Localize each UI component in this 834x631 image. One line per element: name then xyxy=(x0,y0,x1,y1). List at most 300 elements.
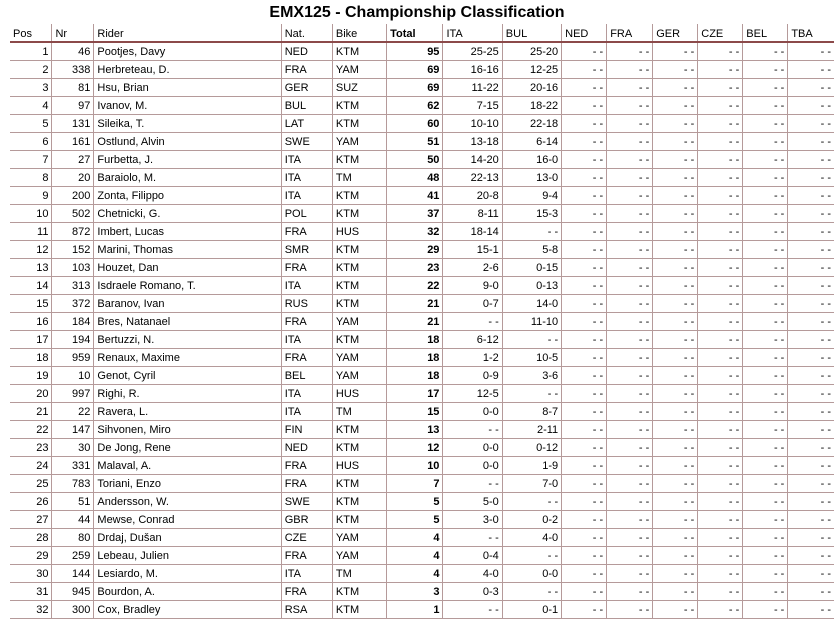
cell-bike: KTM xyxy=(332,205,386,223)
cell-nr: 97 xyxy=(52,97,94,115)
cell-total: 60 xyxy=(387,115,443,133)
table-row xyxy=(10,241,834,259)
cell-rider: Marini, Thomas xyxy=(94,241,281,259)
cell-rider: Andersson, W. xyxy=(94,493,281,511)
cell-nat: FRA xyxy=(281,61,332,79)
cell-bel: - - xyxy=(743,547,788,565)
table-row xyxy=(10,259,834,277)
cell-rider: Drdaj, Dušan xyxy=(94,529,281,547)
cell-ger: - - xyxy=(653,223,698,241)
cell-ger: - - xyxy=(653,331,698,349)
cell-total: 50 xyxy=(387,151,443,169)
cell-bike: KTM xyxy=(332,295,386,313)
table-row xyxy=(10,493,834,511)
cell-total: 32 xyxy=(387,223,443,241)
cell-bel: - - xyxy=(743,529,788,547)
cell-ita: 25-25 xyxy=(443,42,502,61)
cell-pos: 29 xyxy=(10,547,52,565)
col-header-rider: Rider xyxy=(94,24,281,42)
cell-nr: 144 xyxy=(52,565,94,583)
cell-rider: Mewse, Conrad xyxy=(94,511,281,529)
cell-ger: - - xyxy=(653,61,698,79)
header-row xyxy=(10,24,834,42)
cell-bike: KTM xyxy=(332,42,386,61)
table-row xyxy=(10,529,834,547)
cell-pos: 12 xyxy=(10,241,52,259)
cell-ger: - - xyxy=(653,295,698,313)
cell-total: 21 xyxy=(387,313,443,331)
cell-bel: - - xyxy=(743,223,788,241)
cell-ned: - - xyxy=(562,367,607,385)
cell-nr: 10 xyxy=(52,367,94,385)
cell-bel: - - xyxy=(743,367,788,385)
cell-cze: - - xyxy=(698,367,743,385)
cell-bul: 18-22 xyxy=(502,97,561,115)
cell-tba: - - xyxy=(788,331,834,349)
cell-rider: Genot, Cyril xyxy=(94,367,281,385)
cell-ger: - - xyxy=(653,601,698,619)
cell-total: 10 xyxy=(387,457,443,475)
cell-bul: 10-5 xyxy=(502,349,561,367)
cell-total: 4 xyxy=(387,565,443,583)
cell-rider: Bres, Natanael xyxy=(94,313,281,331)
cell-nat: RSA xyxy=(281,601,332,619)
cell-ger: - - xyxy=(653,565,698,583)
cell-total: 5 xyxy=(387,511,443,529)
cell-cze: - - xyxy=(698,601,743,619)
cell-nr: 502 xyxy=(52,205,94,223)
cell-nat: ITA xyxy=(281,151,332,169)
cell-ita: 14-20 xyxy=(443,151,502,169)
cell-nr: 161 xyxy=(52,133,94,151)
cell-nat: ITA xyxy=(281,331,332,349)
cell-rider: Malaval, A. xyxy=(94,457,281,475)
cell-nat: FRA xyxy=(281,583,332,601)
cell-total: 3 xyxy=(387,583,443,601)
cell-tba: - - xyxy=(788,42,834,61)
cell-total: 69 xyxy=(387,61,443,79)
cell-ita: - - xyxy=(443,475,502,493)
cell-ned: - - xyxy=(562,115,607,133)
cell-bel: - - xyxy=(743,259,788,277)
cell-rider: Cox, Bradley xyxy=(94,601,281,619)
cell-nat: FIN xyxy=(281,421,332,439)
cell-ita: 10-10 xyxy=(443,115,502,133)
cell-bul: 5-8 xyxy=(502,241,561,259)
cell-cze: - - xyxy=(698,133,743,151)
cell-total: 13 xyxy=(387,421,443,439)
cell-bul: 0-15 xyxy=(502,259,561,277)
cell-nr: 194 xyxy=(52,331,94,349)
cell-tba: - - xyxy=(788,115,834,133)
col-header-total: Total xyxy=(387,24,443,42)
cell-fra: - - xyxy=(607,565,653,583)
table-row xyxy=(10,331,834,349)
cell-bike: HUS xyxy=(332,223,386,241)
table-row xyxy=(10,79,834,97)
cell-bel: - - xyxy=(743,565,788,583)
cell-nr: 80 xyxy=(52,529,94,547)
cell-cze: - - xyxy=(698,421,743,439)
cell-ned: - - xyxy=(562,493,607,511)
cell-ger: - - xyxy=(653,277,698,295)
cell-ned: - - xyxy=(562,601,607,619)
cell-bul: - - xyxy=(502,223,561,241)
cell-bel: - - xyxy=(743,385,788,403)
cell-pos: 8 xyxy=(10,169,52,187)
table-row xyxy=(10,277,834,295)
cell-bike: YAM xyxy=(332,313,386,331)
cell-tba: - - xyxy=(788,241,834,259)
cell-rider: Ravera, L. xyxy=(94,403,281,421)
cell-rider: Pootjes, Davy xyxy=(94,42,281,61)
cell-ger: - - xyxy=(653,421,698,439)
cell-ita: 0-0 xyxy=(443,457,502,475)
cell-bike: YAM xyxy=(332,529,386,547)
cell-nr: 945 xyxy=(52,583,94,601)
cell-fra: - - xyxy=(607,79,653,97)
cell-rider: De Jong, Rene xyxy=(94,439,281,457)
col-header-ita: ITA xyxy=(443,24,502,42)
cell-tba: - - xyxy=(788,565,834,583)
cell-bel: - - xyxy=(743,313,788,331)
table-row xyxy=(10,169,834,187)
cell-total: 5 xyxy=(387,493,443,511)
cell-pos: 5 xyxy=(10,115,52,133)
cell-pos: 32 xyxy=(10,601,52,619)
cell-ned: - - xyxy=(562,169,607,187)
cell-ned: - - xyxy=(562,205,607,223)
cell-ger: - - xyxy=(653,385,698,403)
cell-ger: - - xyxy=(653,151,698,169)
table-row xyxy=(10,223,834,241)
table-row xyxy=(10,205,834,223)
cell-bel: - - xyxy=(743,475,788,493)
cell-nr: 997 xyxy=(52,385,94,403)
cell-rider: Isdraele Romano, T. xyxy=(94,277,281,295)
cell-tba: - - xyxy=(788,421,834,439)
cell-fra: - - xyxy=(607,421,653,439)
cell-bul: - - xyxy=(502,547,561,565)
cell-tba: - - xyxy=(788,511,834,529)
cell-ita: 0-4 xyxy=(443,547,502,565)
cell-total: 1 xyxy=(387,601,443,619)
cell-ned: - - xyxy=(562,79,607,97)
cell-nat: GBR xyxy=(281,511,332,529)
cell-fra: - - xyxy=(607,169,653,187)
cell-nat: ITA xyxy=(281,187,332,205)
cell-ita: 6-12 xyxy=(443,331,502,349)
cell-ita: 18-14 xyxy=(443,223,502,241)
cell-tba: - - xyxy=(788,547,834,565)
cell-total: 18 xyxy=(387,367,443,385)
cell-bul: 22-18 xyxy=(502,115,561,133)
cell-ger: - - xyxy=(653,97,698,115)
cell-fra: - - xyxy=(607,385,653,403)
cell-tba: - - xyxy=(788,277,834,295)
cell-bul: 4-0 xyxy=(502,529,561,547)
table-row xyxy=(10,475,834,493)
cell-ned: - - xyxy=(562,277,607,295)
cell-ger: - - xyxy=(653,583,698,601)
table-row xyxy=(10,61,834,79)
cell-bul: - - xyxy=(502,385,561,403)
cell-fra: - - xyxy=(607,187,653,205)
cell-ita: - - xyxy=(443,313,502,331)
cell-ned: - - xyxy=(562,223,607,241)
cell-ita: 16-16 xyxy=(443,61,502,79)
cell-pos: 25 xyxy=(10,475,52,493)
cell-bul: 16-0 xyxy=(502,151,561,169)
cell-bel: - - xyxy=(743,187,788,205)
cell-nat: NED xyxy=(281,439,332,457)
cell-pos: 26 xyxy=(10,493,52,511)
col-header-pos: Pos xyxy=(10,24,52,42)
cell-fra: - - xyxy=(607,601,653,619)
cell-fra: - - xyxy=(607,115,653,133)
cell-bike: TM xyxy=(332,403,386,421)
table-row xyxy=(10,601,834,619)
cell-cze: - - xyxy=(698,457,743,475)
cell-tba: - - xyxy=(788,61,834,79)
cell-nat: CZE xyxy=(281,529,332,547)
cell-total: 18 xyxy=(387,331,443,349)
cell-fra: - - xyxy=(607,403,653,421)
cell-cze: - - xyxy=(698,385,743,403)
col-header-bel: BEL xyxy=(743,24,788,42)
cell-cze: - - xyxy=(698,565,743,583)
cell-tba: - - xyxy=(788,601,834,619)
cell-bike: KTM xyxy=(332,493,386,511)
cell-rider: Ivanov, M. xyxy=(94,97,281,115)
cell-tba: - - xyxy=(788,205,834,223)
table-row xyxy=(10,457,834,475)
cell-fra: - - xyxy=(607,583,653,601)
cell-nr: 313 xyxy=(52,277,94,295)
cell-ita: 2-6 xyxy=(443,259,502,277)
cell-cze: - - xyxy=(698,259,743,277)
col-header-cze: CZE xyxy=(698,24,743,42)
cell-bul: 7-0 xyxy=(502,475,561,493)
cell-bel: - - xyxy=(743,349,788,367)
cell-ger: - - xyxy=(653,511,698,529)
cell-pos: 30 xyxy=(10,565,52,583)
cell-tba: - - xyxy=(788,259,834,277)
cell-bel: - - xyxy=(743,493,788,511)
cell-ita: 5-0 xyxy=(443,493,502,511)
table-row xyxy=(10,349,834,367)
cell-nat: SWE xyxy=(281,133,332,151)
cell-nr: 259 xyxy=(52,547,94,565)
cell-total: 7 xyxy=(387,475,443,493)
cell-total: 48 xyxy=(387,169,443,187)
cell-bike: KTM xyxy=(332,511,386,529)
cell-tba: - - xyxy=(788,457,834,475)
cell-nr: 152 xyxy=(52,241,94,259)
col-header-fra: FRA xyxy=(607,24,653,42)
cell-nat: SWE xyxy=(281,493,332,511)
cell-nat: ITA xyxy=(281,565,332,583)
cell-rider: Baranov, Ivan xyxy=(94,295,281,313)
cell-ned: - - xyxy=(562,151,607,169)
cell-total: 4 xyxy=(387,529,443,547)
cell-tba: - - xyxy=(788,313,834,331)
cell-rider: Furbetta, J. xyxy=(94,151,281,169)
cell-pos: 28 xyxy=(10,529,52,547)
cell-pos: 21 xyxy=(10,403,52,421)
cell-cze: - - xyxy=(698,475,743,493)
cell-ita: 13-18 xyxy=(443,133,502,151)
cell-cze: - - xyxy=(698,493,743,511)
cell-bul: 25-20 xyxy=(502,42,561,61)
cell-tba: - - xyxy=(788,583,834,601)
cell-cze: - - xyxy=(698,169,743,187)
cell-total: 29 xyxy=(387,241,443,259)
col-header-bike: Bike xyxy=(332,24,386,42)
col-header-tba: TBA xyxy=(788,24,834,42)
cell-ned: - - xyxy=(562,331,607,349)
cell-bike: KTM xyxy=(332,583,386,601)
cell-ned: - - xyxy=(562,61,607,79)
cell-ita: 8-11 xyxy=(443,205,502,223)
cell-pos: 20 xyxy=(10,385,52,403)
cell-ned: - - xyxy=(562,385,607,403)
cell-rider: Toriani, Enzo xyxy=(94,475,281,493)
cell-cze: - - xyxy=(698,349,743,367)
cell-fra: - - xyxy=(607,61,653,79)
cell-bike: KTM xyxy=(332,475,386,493)
cell-ger: - - xyxy=(653,169,698,187)
cell-tba: - - xyxy=(788,403,834,421)
col-header-nat: Nat. xyxy=(281,24,332,42)
cell-pos: 27 xyxy=(10,511,52,529)
cell-tba: - - xyxy=(788,133,834,151)
cell-tba: - - xyxy=(788,169,834,187)
cell-ita: 12-5 xyxy=(443,385,502,403)
cell-fra: - - xyxy=(607,547,653,565)
cell-nr: 103 xyxy=(52,259,94,277)
cell-bike: YAM xyxy=(332,133,386,151)
cell-rider: Bourdon, A. xyxy=(94,583,281,601)
cell-total: 95 xyxy=(387,42,443,61)
cell-ned: - - xyxy=(562,295,607,313)
table-row xyxy=(10,439,834,457)
table-row xyxy=(10,583,834,601)
cell-pos: 18 xyxy=(10,349,52,367)
cell-nat: GER xyxy=(281,79,332,97)
cell-ned: - - xyxy=(562,511,607,529)
cell-bike: KTM xyxy=(332,277,386,295)
cell-nat: FRA xyxy=(281,259,332,277)
cell-ned: - - xyxy=(562,529,607,547)
cell-bike: TM xyxy=(332,169,386,187)
cell-ger: - - xyxy=(653,205,698,223)
table-row xyxy=(10,187,834,205)
cell-tba: - - xyxy=(788,295,834,313)
cell-nat: BUL xyxy=(281,97,332,115)
col-header-ger: GER xyxy=(653,24,698,42)
cell-total: 22 xyxy=(387,277,443,295)
cell-ned: - - xyxy=(562,97,607,115)
cell-ita: 0-9 xyxy=(443,367,502,385)
cell-nat: ITA xyxy=(281,169,332,187)
cell-ita: 20-8 xyxy=(443,187,502,205)
cell-bel: - - xyxy=(743,169,788,187)
cell-cze: - - xyxy=(698,79,743,97)
table-row xyxy=(10,547,834,565)
cell-ger: - - xyxy=(653,313,698,331)
cell-nr: 27 xyxy=(52,151,94,169)
cell-bel: - - xyxy=(743,42,788,61)
cell-nr: 81 xyxy=(52,79,94,97)
cell-total: 4 xyxy=(387,547,443,565)
cell-bul: 6-14 xyxy=(502,133,561,151)
cell-bike: YAM xyxy=(332,547,386,565)
cell-ger: - - xyxy=(653,547,698,565)
cell-ger: - - xyxy=(653,79,698,97)
page-title: EMX125 - Championship Classification xyxy=(269,4,565,21)
table-row xyxy=(10,313,834,331)
cell-nr: 372 xyxy=(52,295,94,313)
cell-ger: - - xyxy=(653,529,698,547)
cell-ger: - - xyxy=(653,241,698,259)
cell-rider: Zonta, Filippo xyxy=(94,187,281,205)
table-row xyxy=(10,115,834,133)
cell-rider: Lebeau, Julien xyxy=(94,547,281,565)
cell-ned: - - xyxy=(562,133,607,151)
cell-ned: - - xyxy=(562,565,607,583)
cell-fra: - - xyxy=(607,42,653,61)
cell-fra: - - xyxy=(607,529,653,547)
cell-ita: - - xyxy=(443,421,502,439)
cell-ger: - - xyxy=(653,457,698,475)
cell-bul: 3-6 xyxy=(502,367,561,385)
cell-nat: NED xyxy=(281,42,332,61)
cell-ita: - - xyxy=(443,529,502,547)
cell-bike: KTM xyxy=(332,421,386,439)
cell-bel: - - xyxy=(743,583,788,601)
cell-cze: - - xyxy=(698,115,743,133)
cell-fra: - - xyxy=(607,151,653,169)
cell-pos: 1 xyxy=(10,42,52,61)
cell-bel: - - xyxy=(743,79,788,97)
cell-ita: 0-7 xyxy=(443,295,502,313)
cell-rider: Baraiolo, M. xyxy=(94,169,281,187)
cell-ger: - - xyxy=(653,187,698,205)
cell-nr: 20 xyxy=(52,169,94,187)
cell-cze: - - xyxy=(698,403,743,421)
table-row xyxy=(10,42,834,61)
cell-tba: - - xyxy=(788,79,834,97)
cell-bel: - - xyxy=(743,151,788,169)
cell-ger: - - xyxy=(653,115,698,133)
table-row xyxy=(10,133,834,151)
cell-bel: - - xyxy=(743,61,788,79)
cell-rider: Houzet, Dan xyxy=(94,259,281,277)
cell-fra: - - xyxy=(607,457,653,475)
cell-ned: - - xyxy=(562,583,607,601)
col-header-ned: NED xyxy=(562,24,607,42)
cell-ned: - - xyxy=(562,349,607,367)
cell-nat: RUS xyxy=(281,295,332,313)
cell-total: 15 xyxy=(387,403,443,421)
cell-fra: - - xyxy=(607,133,653,151)
cell-ned: - - xyxy=(562,421,607,439)
cell-bel: - - xyxy=(743,457,788,475)
cell-total: 41 xyxy=(387,187,443,205)
cell-nat: LAT xyxy=(281,115,332,133)
cell-pos: 4 xyxy=(10,97,52,115)
